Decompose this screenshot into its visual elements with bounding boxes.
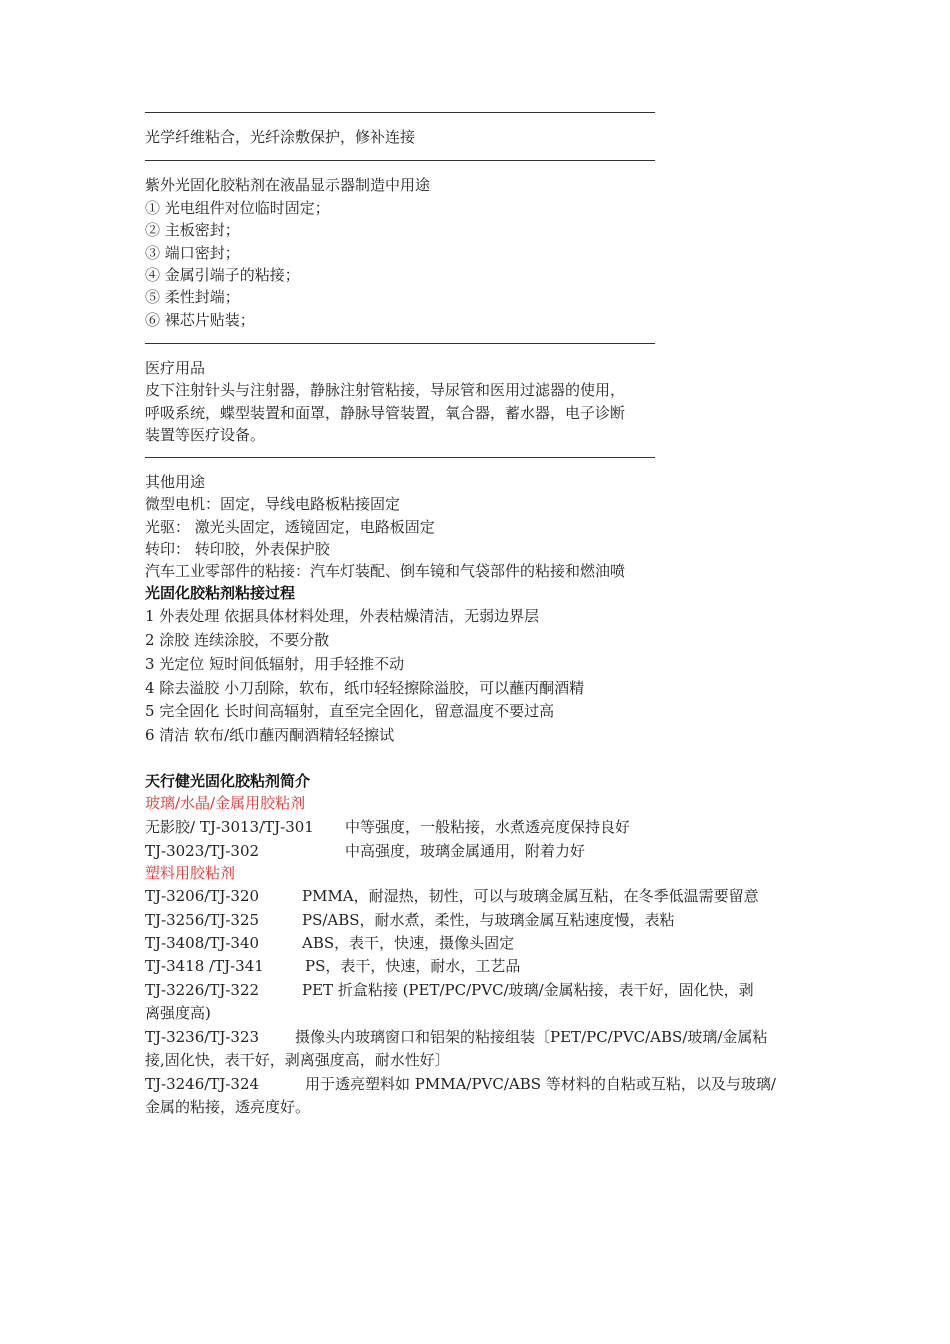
process-step: 5 完全固化 长时间高辐射，直至完全固化，留意温度不要过高 (145, 702, 555, 720)
product-description: 中高强度，玻璃金属通用，附着力好 (345, 842, 586, 860)
process-step: 2 涂胶 连续涂胶，不要分散 (145, 631, 330, 649)
product-description: PS/ABS，耐水煮，柔性，与玻璃金属互粘速度慢，表粘 (302, 911, 675, 929)
horizontal-rule (145, 112, 655, 113)
product-code: 无影胶/ TJ-3013/TJ-301 (145, 818, 314, 836)
process-step: 4 除去溢胶 小刀刮除，软布，纸巾轻轻擦除溢胶，可以蘸丙酮酒精 (145, 679, 585, 697)
product-row (145, 816, 630, 838)
product-row (145, 1026, 767, 1048)
process-step: 3 光定位 短时间低辐射，用手轻推不动 (145, 655, 405, 673)
product-code: TJ-3246/TJ-324 (145, 1075, 260, 1093)
horizontal-rule (145, 343, 655, 344)
product-code: TJ-3206/TJ-320 (145, 887, 260, 905)
other-use-line: 转印： 转印胶，外表保护胶 (145, 540, 330, 558)
product-description: 用于透亮塑料如 PMMA/PVC/ABS 等材料的自粘或互粘，以及与玻璃/ (305, 1075, 776, 1093)
product-row (145, 1073, 776, 1095)
other-use-line: 汽车工业零部件的粘接：汽车灯装配、倒车镜和气袋部件的粘接和燃油喷 (145, 562, 626, 580)
product-code: TJ-3023/TJ-302 (145, 842, 260, 860)
process-step: 1 外表处理 依据具体材料处理，外表枯燥清洁，无弱边界层 (145, 607, 540, 625)
product-description: PS，表干，快速，耐水，工艺品 (305, 957, 521, 975)
lcd-item: ⑥ 裸芯片贴装； (145, 311, 255, 329)
products-section-title: 天行健光固化胶粘剂简介 (145, 772, 311, 790)
lcd-section-title: 紫外光固化胶粘剂在液晶显示器制造中用途 (145, 176, 431, 194)
lcd-item: ④ 金属引端子的粘接； (145, 266, 300, 284)
lcd-item: ② 主板密封； (145, 221, 240, 239)
product-description: 中等强度，一般粘接，水煮透亮度保持良好 (345, 818, 631, 836)
product-description: PET 折盒粘接 (PET/PC/PVC/玻璃/金属粘接，表干好，固化快，剥 (302, 981, 754, 999)
medical-line: 装置等医疗设备。 (145, 426, 266, 444)
plastic-adhesives-heading: 塑料用胶粘剂 (145, 864, 236, 882)
horizontal-rule (145, 457, 655, 458)
product-description: 摄像头内玻璃窗口和铝架的粘接组装〔PET/PC/PVC/ABS/玻璃/金属粘 (295, 1028, 768, 1046)
product-code: TJ-3226/TJ-322 (145, 981, 260, 999)
fiber-use-line: 光学纤维粘合，光纤涂敷保护，修补连接 (145, 128, 416, 146)
product-row (145, 979, 754, 1001)
lcd-item: ③ 端口密封； (145, 244, 240, 262)
process-step: 6 清洁 软布/纸巾蘸丙酮酒精轻轻擦试 (145, 726, 395, 744)
product-code: TJ-3256/TJ-325 (145, 911, 260, 929)
product-description-continued: 离强度高) (145, 1004, 211, 1022)
product-code: TJ-3236/TJ-323 (145, 1028, 260, 1046)
product-row (145, 885, 759, 907)
medical-line: 皮下注射针头与注射器，静脉注射管粘接，导尿管和医用过滤器的使用， (145, 381, 626, 399)
lcd-item: ⑤ 柔性封端； (145, 288, 240, 306)
medical-line: 呼吸系统，蝶型装置和面罩，静脉导管装置，氧合器，蓄水器，电子诊断 (145, 404, 626, 422)
product-row (145, 932, 514, 954)
other-use-line: 微型电机：固定，导线电路板粘接固定 (145, 495, 401, 513)
product-row (145, 909, 675, 931)
horizontal-rule (145, 160, 655, 161)
medical-section-title: 医疗用品 (145, 359, 206, 377)
lcd-item: ① 光电组件对位临时固定； (145, 199, 330, 217)
product-code: TJ-3418 /TJ-341 (145, 957, 264, 975)
other-section-title: 其他用途 (145, 473, 206, 491)
process-section-title: 光固化胶粘剂粘接过程 (145, 584, 296, 602)
glass-adhesives-heading: 玻璃/水晶/金属用胶粘剂 (145, 794, 306, 812)
product-description-continued: 金属的粘接，透亮度好。 (145, 1098, 311, 1116)
other-use-line: 光驱： 激光头固定，透镜固定，电路板固定 (145, 518, 435, 536)
product-description-continued: 接,固化快，表干好，剥离强度高，耐水性好〕 (145, 1051, 450, 1069)
product-code: TJ-3408/TJ-340 (145, 934, 260, 952)
product-description: PMMA，耐湿热，韧性，可以与玻璃金属互粘，在冬季低温需要留意 (302, 887, 759, 905)
product-description: ABS，表干，快速，摄像头固定 (302, 934, 515, 952)
product-row (145, 840, 585, 862)
product-row (145, 955, 520, 977)
